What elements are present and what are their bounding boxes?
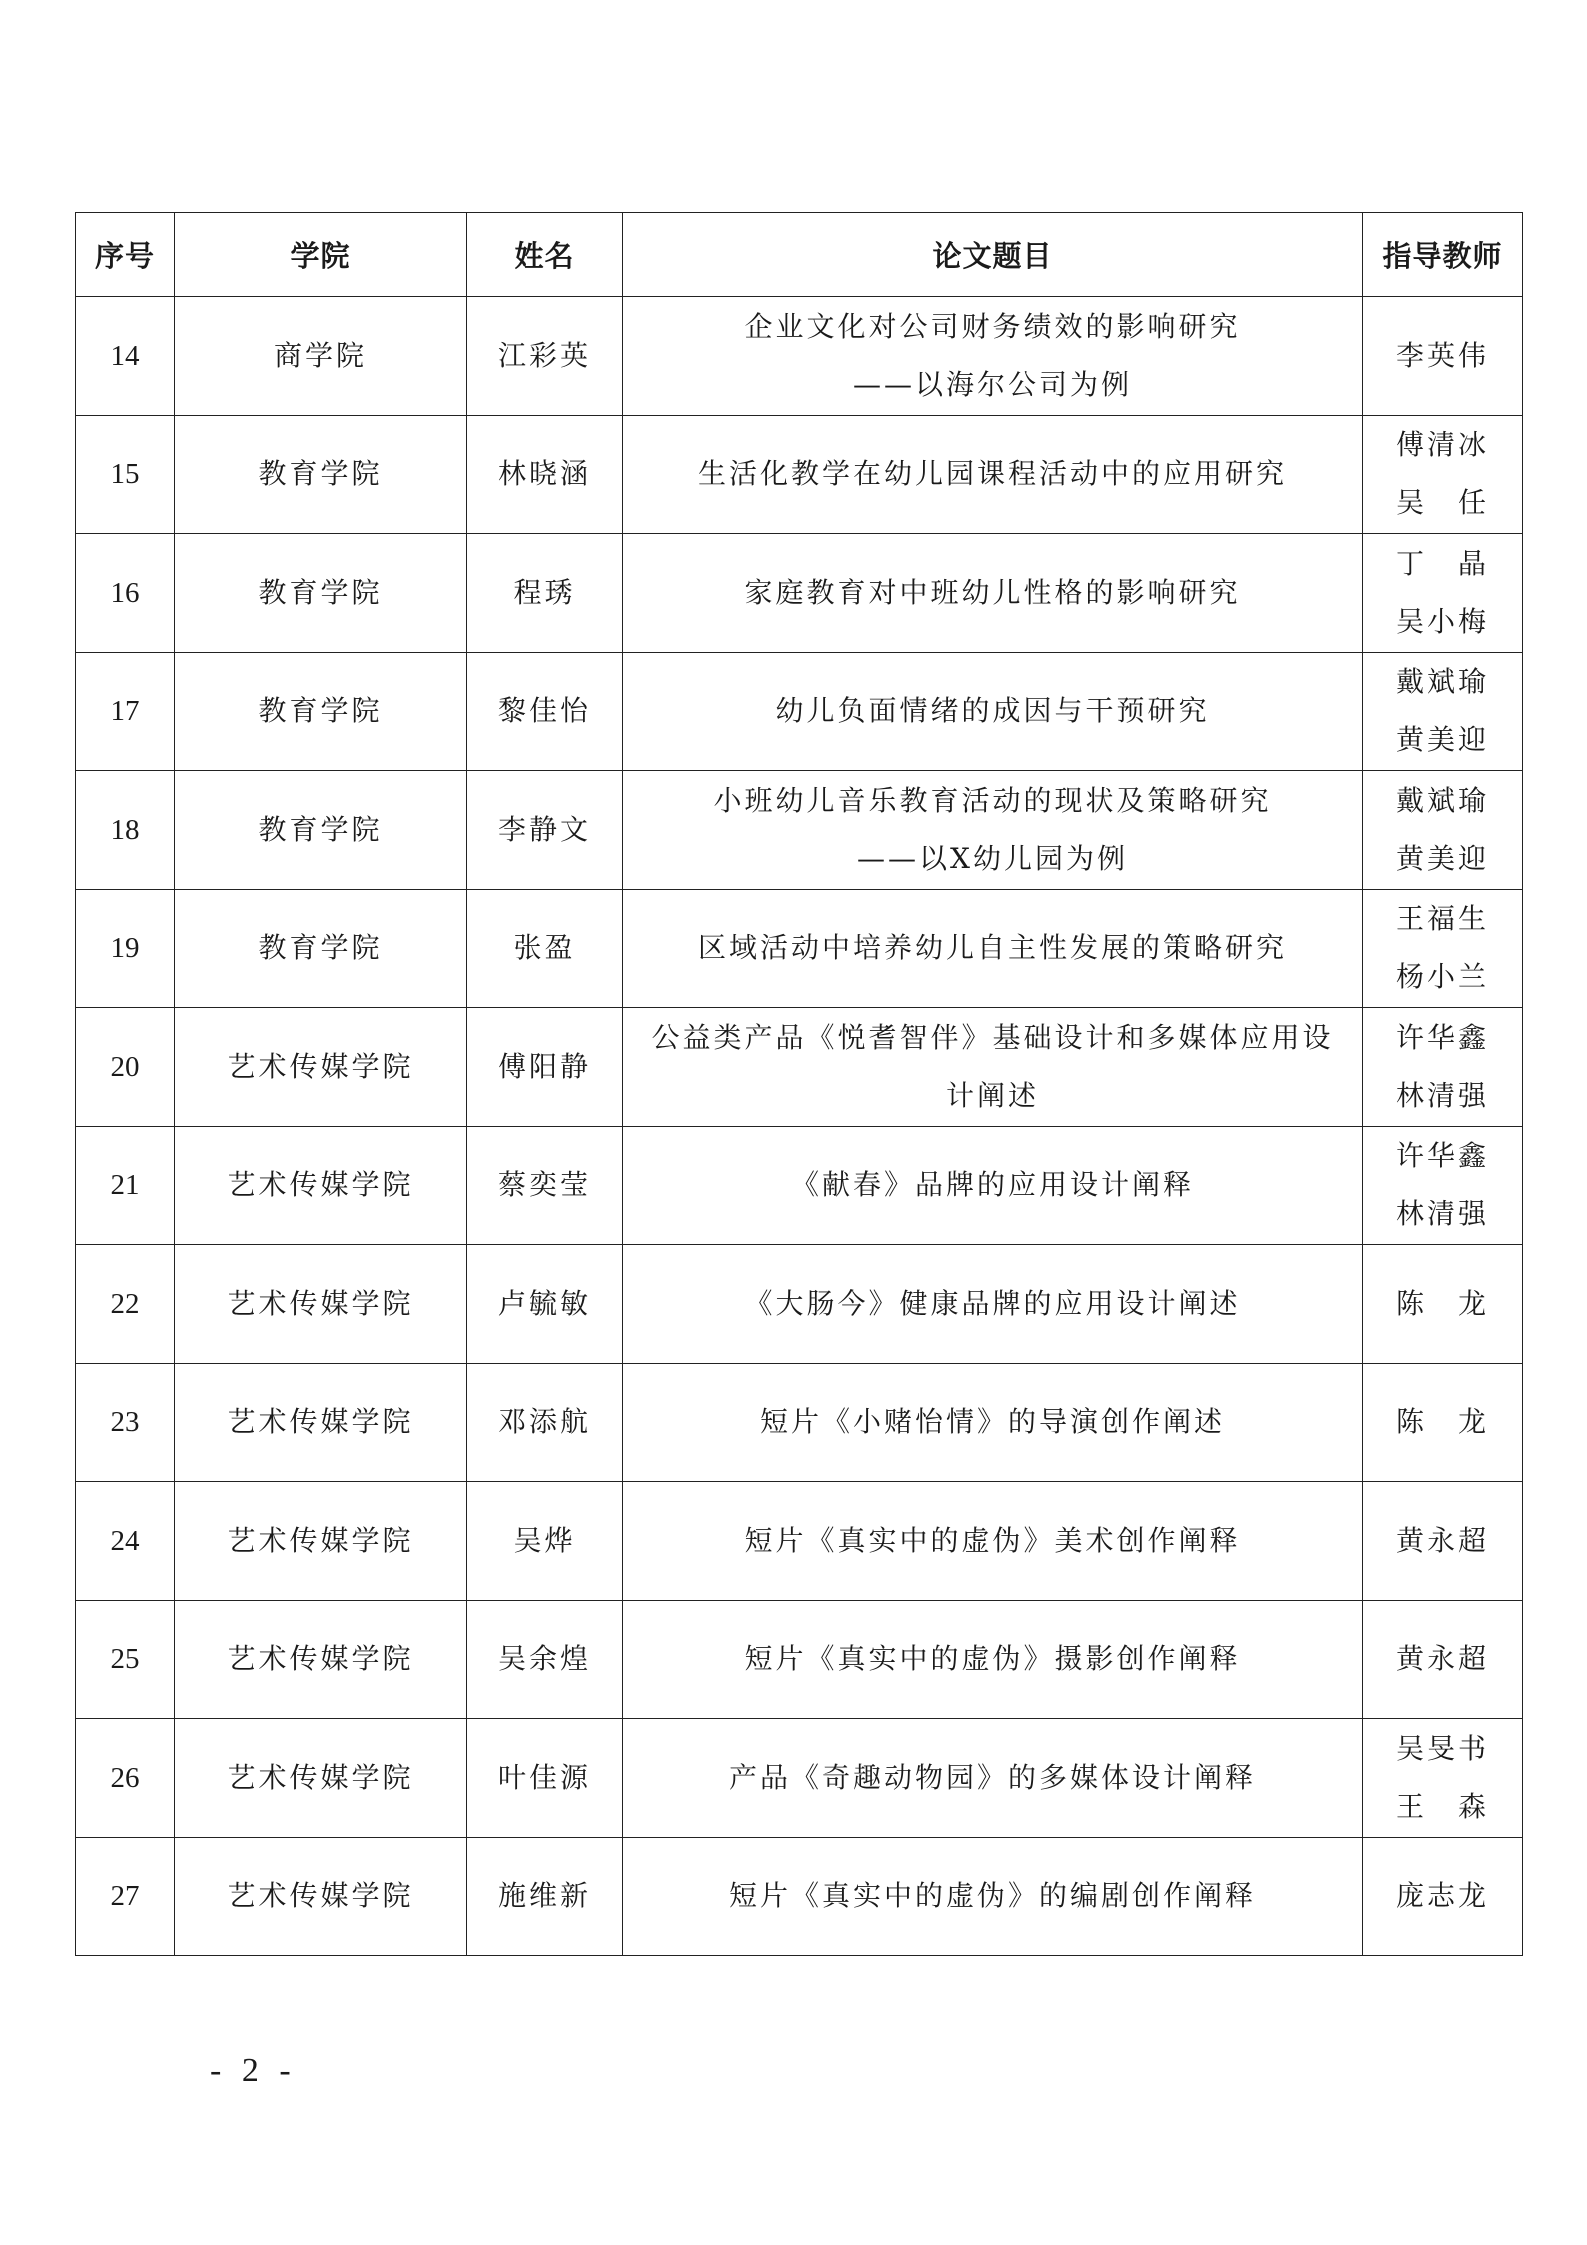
row-title xyxy=(623,1600,1363,1719)
title-line: ——以X幼儿园为例 xyxy=(857,841,1128,875)
row-advisor xyxy=(1363,1008,1523,1127)
row-title xyxy=(623,415,1363,534)
row-advisor xyxy=(1363,652,1523,771)
advisor-name: 黄美迎 xyxy=(1395,841,1489,875)
row-no: 21 xyxy=(76,1126,175,1245)
row-college: 艺术传媒学院 xyxy=(175,1245,467,1364)
advisor-name: 戴斌瑜 xyxy=(1395,665,1489,699)
row-title xyxy=(623,534,1363,653)
advisor-name: 庞志龙 xyxy=(1395,1879,1489,1913)
title-line: 短片《真实中的虚伪》摄影创作阐释 xyxy=(744,1642,1241,1676)
row-advisor xyxy=(1363,534,1523,653)
header-name: 姓名 xyxy=(467,213,623,297)
advisor-name: 许华鑫 xyxy=(1395,1020,1489,1054)
row-name: 卢毓敏 xyxy=(467,1245,623,1364)
row-name: 黎佳怡 xyxy=(467,652,623,771)
row-no: 18 xyxy=(76,771,175,890)
title-line: 短片《真实中的虚伪》的编剧创作阐释 xyxy=(728,1879,1256,1913)
table-row xyxy=(76,1482,1523,1601)
header-college: 学院 xyxy=(175,213,467,297)
row-college: 艺术传媒学院 xyxy=(175,1363,467,1482)
row-no: 27 xyxy=(76,1837,175,1956)
title-line: 短片《小赌怡情》的导演创作阐述 xyxy=(759,1405,1225,1439)
advisor-name: 傅清冰 xyxy=(1395,428,1489,462)
table-row xyxy=(76,1837,1523,1956)
row-college: 艺术传媒学院 xyxy=(175,1008,467,1127)
row-name: 李静文 xyxy=(467,771,623,890)
table-row xyxy=(76,1600,1523,1719)
table-row xyxy=(76,771,1523,890)
row-no: 25 xyxy=(76,1600,175,1719)
row-college: 商学院 xyxy=(175,297,467,416)
title-line: 短片《真实中的虚伪》美术创作阐释 xyxy=(744,1523,1241,1557)
page-number: - 2 - xyxy=(210,2052,297,2089)
row-no: 24 xyxy=(76,1482,175,1601)
row-no: 26 xyxy=(76,1719,175,1838)
row-name: 张盈 xyxy=(467,889,623,1008)
row-title xyxy=(623,652,1363,771)
row-name: 林晓涵 xyxy=(467,415,623,534)
advisor-name: 许华鑫 xyxy=(1395,1139,1489,1173)
row-advisor xyxy=(1363,415,1523,534)
table-row xyxy=(76,1719,1523,1838)
row-college: 教育学院 xyxy=(175,652,467,771)
row-advisor xyxy=(1363,889,1523,1008)
row-title xyxy=(623,297,1363,416)
row-advisor xyxy=(1363,1245,1523,1364)
row-advisor xyxy=(1363,1126,1523,1245)
title-line: ——以海尔公司为例 xyxy=(852,367,1132,401)
title-line: 《献春》品牌的应用设计阐释 xyxy=(790,1168,1194,1202)
row-college: 教育学院 xyxy=(175,415,467,534)
row-name: 叶佳源 xyxy=(467,1719,623,1838)
title-line: 区域活动中培养幼儿自主性发展的策略研究 xyxy=(697,931,1287,965)
table-row xyxy=(76,889,1523,1008)
advisor-name: 吴 任 xyxy=(1395,486,1489,520)
row-no: 19 xyxy=(76,889,175,1008)
row-advisor xyxy=(1363,771,1523,890)
header-no: 序号 xyxy=(76,213,175,297)
table-row xyxy=(76,1363,1523,1482)
row-college: 艺术传媒学院 xyxy=(175,1719,467,1838)
row-advisor xyxy=(1363,1363,1523,1482)
title-line: 家庭教育对中班幼儿性格的影响研究 xyxy=(744,575,1241,609)
row-advisor xyxy=(1363,297,1523,416)
advisor-name: 林清强 xyxy=(1395,1078,1489,1112)
row-no: 22 xyxy=(76,1245,175,1364)
row-no: 15 xyxy=(76,415,175,534)
table-header xyxy=(76,213,1523,297)
advisor-name: 王福生 xyxy=(1395,902,1489,936)
table-row xyxy=(76,652,1523,771)
table-body xyxy=(76,297,1523,1956)
row-college: 艺术传媒学院 xyxy=(175,1837,467,1956)
title-line: 幼儿负面情绪的成因与干预研究 xyxy=(775,694,1210,728)
title-line: 《大肠今》健康品牌的应用设计阐述 xyxy=(744,1286,1241,1320)
row-name: 程琇 xyxy=(467,534,623,653)
advisor-name: 黄永超 xyxy=(1395,1642,1489,1676)
row-no: 23 xyxy=(76,1363,175,1482)
table-row xyxy=(76,1126,1523,1245)
row-title xyxy=(623,1719,1363,1838)
row-college: 艺术传媒学院 xyxy=(175,1126,467,1245)
row-college: 艺术传媒学院 xyxy=(175,1600,467,1719)
title-line: 产品《奇趣动物园》的多媒体设计阐释 xyxy=(728,1760,1256,1794)
row-advisor xyxy=(1363,1719,1523,1838)
advisor-name: 李英伟 xyxy=(1395,338,1489,372)
row-name: 蔡奕莹 xyxy=(467,1126,623,1245)
row-title xyxy=(623,889,1363,1008)
row-college: 教育学院 xyxy=(175,889,467,1008)
row-title xyxy=(623,771,1363,890)
advisor-name: 丁 晶 xyxy=(1395,546,1489,580)
row-no: 17 xyxy=(76,652,175,771)
table-row xyxy=(76,1008,1523,1127)
header-advisor: 指导教师 xyxy=(1363,213,1523,297)
row-title xyxy=(623,1126,1363,1245)
advisor-name: 林清强 xyxy=(1395,1197,1489,1231)
title-line: 企业文化对公司财务绩效的影响研究 xyxy=(744,309,1241,343)
table-row xyxy=(76,297,1523,416)
title-line: 生活化教学在幼儿园课程活动中的应用研究 xyxy=(697,457,1287,491)
advisor-name: 黄美迎 xyxy=(1395,723,1489,757)
row-name: 吴余煌 xyxy=(467,1600,623,1719)
row-title xyxy=(623,1008,1363,1127)
row-advisor xyxy=(1363,1837,1523,1956)
table-row xyxy=(76,1245,1523,1364)
row-name: 傅阳静 xyxy=(467,1008,623,1127)
row-name: 江彩英 xyxy=(467,297,623,416)
table-row xyxy=(76,534,1523,653)
advisor-name: 王 森 xyxy=(1395,1789,1489,1823)
title-line: 小班幼儿音乐教育活动的现状及策略研究 xyxy=(713,783,1272,817)
advisor-name: 陈 龙 xyxy=(1395,1286,1489,1320)
row-college: 教育学院 xyxy=(175,534,467,653)
advisor-name: 黄永超 xyxy=(1395,1523,1489,1557)
table-row xyxy=(76,415,1523,534)
title-line: 计阐述 xyxy=(945,1078,1039,1112)
row-name: 施维新 xyxy=(467,1837,623,1956)
advisor-name: 吴小梅 xyxy=(1395,604,1489,638)
row-advisor xyxy=(1363,1600,1523,1719)
row-name: 吴烨 xyxy=(467,1482,623,1601)
advisor-name: 陈 龙 xyxy=(1395,1405,1489,1439)
advisor-name: 杨小兰 xyxy=(1395,960,1489,994)
row-name: 邓添航 xyxy=(467,1363,623,1482)
row-no: 14 xyxy=(76,297,175,416)
thesis-table xyxy=(75,212,1523,1956)
row-title xyxy=(623,1245,1363,1364)
row-no: 16 xyxy=(76,534,175,653)
title-line: 公益类产品《悦耆智伴》基础设计和多媒体应用设 xyxy=(651,1020,1334,1054)
row-title xyxy=(623,1363,1363,1482)
row-college: 艺术传媒学院 xyxy=(175,1482,467,1601)
advisor-name: 戴斌瑜 xyxy=(1395,783,1489,817)
row-title xyxy=(623,1837,1363,1956)
row-no: 20 xyxy=(76,1008,175,1127)
header-row xyxy=(76,213,1523,297)
row-advisor xyxy=(1363,1482,1523,1601)
row-title xyxy=(623,1482,1363,1601)
row-college: 教育学院 xyxy=(175,771,467,890)
header-title: 论文题目 xyxy=(623,213,1363,297)
advisor-name: 吴旻书 xyxy=(1395,1731,1489,1765)
